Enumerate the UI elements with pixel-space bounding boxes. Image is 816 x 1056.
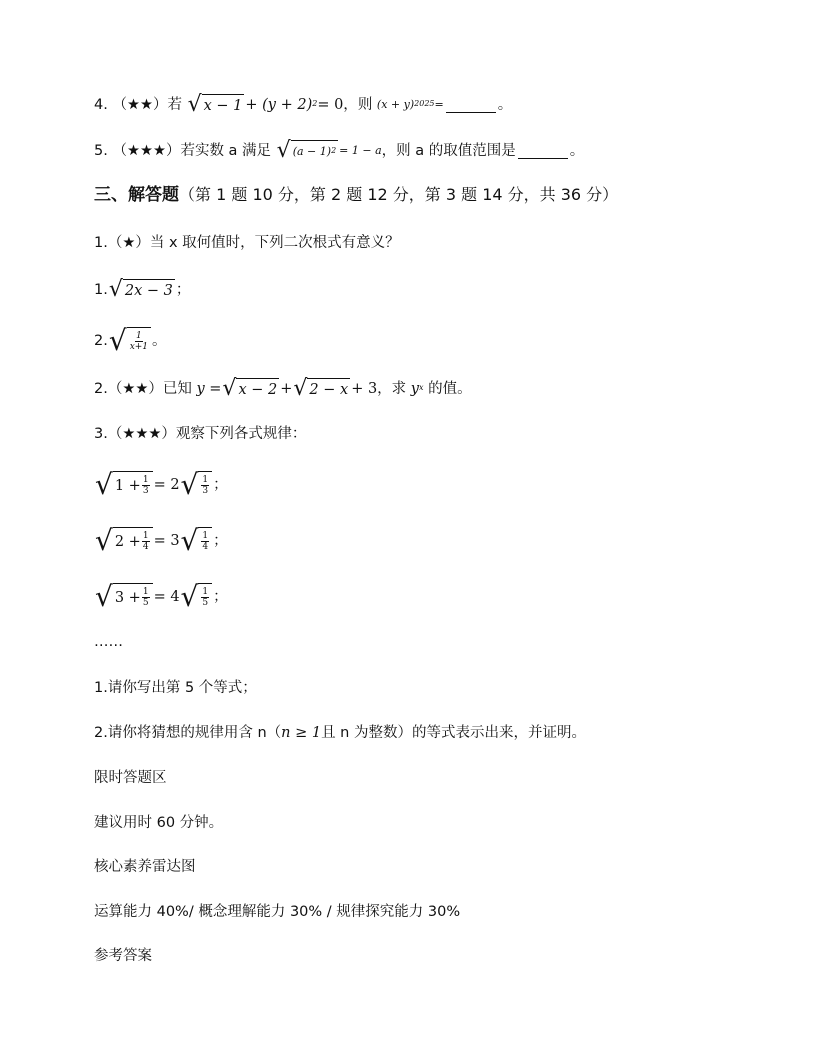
sqrt: √ 2 − x	[293, 376, 349, 401]
heading-title: 三、解答题	[94, 185, 179, 205]
numerator: 1	[135, 331, 142, 341]
equation	[196, 378, 377, 400]
math-text: =	[434, 98, 444, 111]
numerator: 1	[142, 587, 149, 597]
text: ；	[213, 477, 228, 493]
equation	[276, 140, 382, 162]
radicand: x − 2	[236, 378, 279, 400]
radar-text: 运算能力 40%/ 概念理解能力 30% / 规律探究能力 30%	[94, 904, 461, 920]
text: 。	[152, 333, 167, 349]
question-number: 4.	[94, 97, 108, 113]
math-text: = 3	[153, 533, 180, 549]
numerator: 1	[142, 531, 149, 541]
difficulty-stars: （★★）	[112, 97, 168, 113]
heading-subtitle: （第 1 题 10 分，第 2 题 12 分，第 3 题 14 分，共 36 分）	[179, 185, 619, 204]
numerator: 1	[202, 587, 209, 597]
question-4	[94, 94, 512, 116]
numerator: 1	[202, 531, 209, 541]
ellipsis: ……	[94, 634, 123, 650]
part-number: 2.	[94, 333, 108, 349]
sqrt: √ x − 2	[222, 376, 278, 401]
math-text: = 2	[153, 477, 180, 493]
section-heading	[94, 185, 618, 205]
problem-1-part-2	[94, 326, 167, 356]
problem-2	[94, 378, 472, 400]
text: ；	[213, 589, 228, 605]
denominator: 3	[202, 486, 209, 496]
timed-section-time: 建议用时 60 分钟。	[94, 815, 224, 831]
timed-section-title: 限时答题区	[94, 770, 167, 786]
text: 的值。	[428, 381, 472, 397]
text: ，求	[377, 381, 407, 397]
exponent: 2	[312, 99, 318, 108]
exponent: 2025	[414, 99, 435, 108]
math-text: 1 +	[114, 477, 141, 494]
sqrt: √ $\frac{1}{4}$	[181, 527, 213, 555]
pattern-equation-2	[94, 526, 228, 556]
math-text: 2 +	[114, 533, 141, 550]
fraction	[142, 531, 150, 552]
equation	[94, 468, 213, 501]
math	[108, 324, 152, 357]
text: ，则 a 的取值范围是	[381, 143, 516, 159]
denominator: 5	[202, 598, 209, 608]
difficulty-stars: （★★★）	[112, 143, 181, 159]
math	[411, 379, 424, 399]
problem-1: 1.（★）当 x 取何值时，下列二次根式有意义？	[94, 235, 400, 251]
fraction	[142, 475, 150, 496]
fraction	[130, 331, 148, 352]
pattern-equation-3	[94, 582, 228, 612]
math-text: = 0，	[317, 97, 358, 113]
fraction	[201, 531, 209, 552]
text: 若实数 a 满足	[180, 143, 272, 159]
sqrt: √ 2 + $\frac{1}{4}$	[95, 527, 153, 555]
sqrt: √ $\frac{1}{3}$	[181, 471, 213, 499]
equation	[187, 94, 358, 116]
exponent: x	[418, 383, 424, 392]
text: ；	[175, 282, 191, 298]
math-text: 3 +	[114, 589, 141, 606]
math-text: +	[280, 381, 293, 397]
condition: n ≥ 1	[281, 725, 322, 741]
denominator: 3	[142, 486, 149, 496]
text: 若	[167, 97, 182, 113]
numerator: 1	[142, 475, 149, 485]
equation	[94, 580, 213, 613]
question-5	[94, 140, 584, 162]
sqrt: √ 3 + $\frac{1}{5}$	[95, 583, 153, 611]
text: 且 n 为整数）的等式表示出来，并证明。	[321, 725, 586, 741]
answer-blank[interactable]	[518, 144, 568, 159]
sqrt: √ $\frac{1}{5}$	[181, 583, 213, 611]
task-1: 1.请你写出第 5 个等式；	[94, 680, 257, 696]
radar-title: 核心素养雷达图	[94, 859, 196, 875]
fraction	[201, 475, 209, 496]
math-text: = 1 − a	[339, 144, 382, 157]
text: 。	[569, 143, 585, 159]
radicand: x − 1	[202, 94, 245, 116]
text: 。	[497, 97, 513, 113]
math-text: + (y + 2)	[245, 97, 313, 113]
problem-number: 2.	[94, 381, 108, 397]
expression	[377, 95, 444, 115]
sqrt: √ x − 1	[187, 92, 243, 117]
math	[108, 279, 176, 301]
task-2	[94, 723, 586, 743]
equation	[94, 524, 213, 557]
sqrt: √ 2x − 3	[108, 277, 173, 302]
denominator: 4	[142, 542, 149, 552]
exponent: 2	[331, 145, 337, 155]
numerator: 1	[202, 475, 209, 485]
fraction	[142, 587, 150, 608]
math-text: (x + y)	[376, 98, 415, 111]
text: （★★）已知	[107, 381, 192, 397]
sqrt: √ (a − 1) 2	[276, 138, 337, 163]
answer-title: 参考答案	[94, 948, 152, 964]
math-text: y =	[196, 381, 222, 397]
text: 2.请你将猜想的规律用含 n（	[94, 725, 282, 741]
math-text: y	[410, 381, 419, 397]
denominator: 4	[202, 542, 209, 552]
sqrt: √ $\frac{1}{x+1}$	[109, 327, 151, 355]
radicand: 2 − x	[307, 378, 350, 400]
denominator: x+1	[129, 342, 149, 352]
problem-3: 3.（★★★）观察下列各式规律：	[94, 426, 307, 442]
sqrt: √ 1 + $\frac{1}{3}$	[95, 471, 153, 499]
text: 则	[357, 97, 373, 113]
radicand: 2x − 3	[123, 279, 175, 301]
text: ；	[213, 533, 228, 549]
math-text: + 3	[351, 381, 378, 397]
question-number: 5.	[94, 143, 108, 159]
radicand: (a − 1)	[292, 144, 332, 158]
answer-blank[interactable]	[446, 98, 496, 113]
math-text: = 4	[153, 589, 180, 605]
fraction	[201, 587, 209, 608]
part-number: 1.	[94, 282, 108, 298]
pattern-equation-1	[94, 470, 228, 500]
problem-1-part-1	[94, 279, 190, 301]
denominator: 5	[142, 598, 149, 608]
